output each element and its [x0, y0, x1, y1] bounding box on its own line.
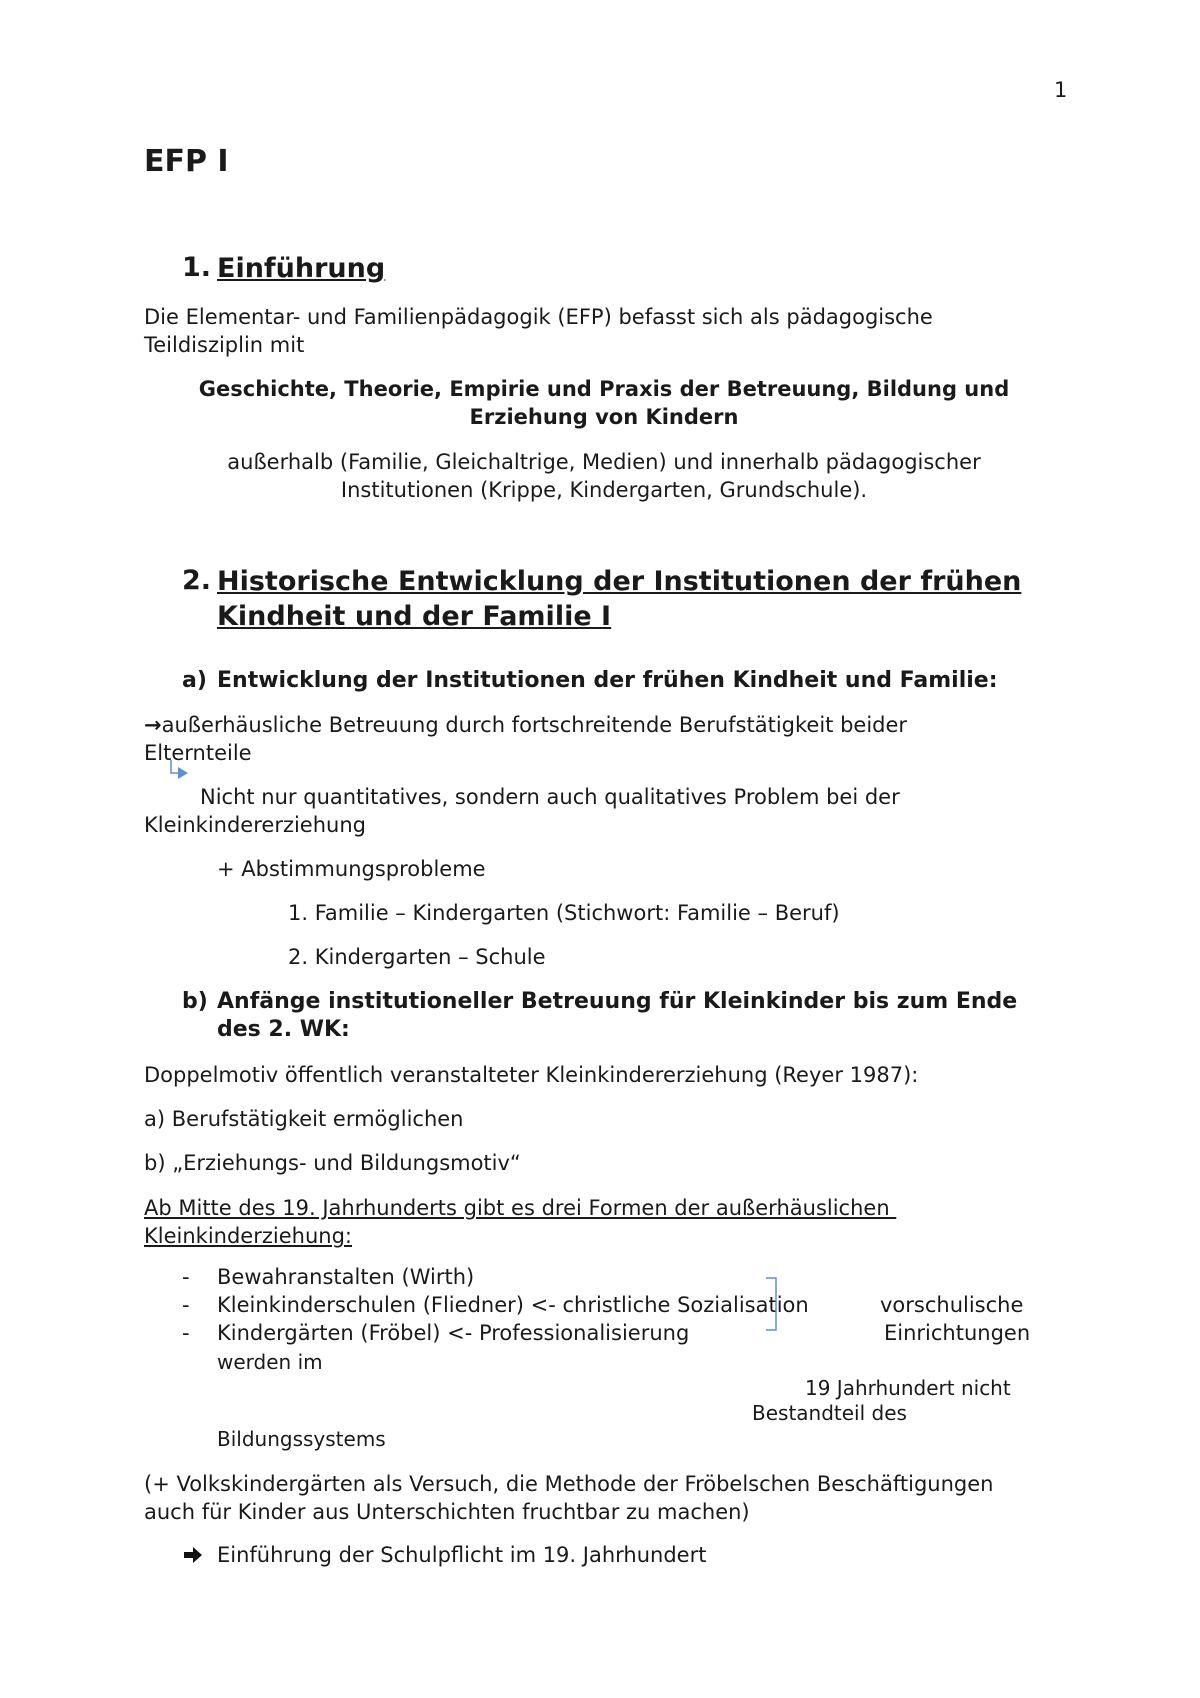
section-1-heading: Einführung	[217, 253, 386, 284]
motive-a: a) Berufstätigkeit ermöglichen	[144, 1107, 464, 1131]
subsection-a-heading: Entwicklung der Institutionen der frühen Kindheit und Familie:	[217, 668, 998, 693]
conclusion-line: Einführung der Schulpflicht im 19. Jahrhundert	[217, 1543, 707, 1567]
bildungssystems: Bildungssystems	[217, 1427, 386, 1451]
werden-im: werden im	[217, 1350, 323, 1374]
bold-right-arrow-icon	[182, 1545, 204, 1565]
list-item: 2. Kindergarten – Schule	[288, 945, 546, 969]
side-note-einrichtungen: Einrichtungen	[884, 1321, 1031, 1345]
bestandteil-des: Bestandteil des	[752, 1401, 907, 1425]
section-1-intro-line-1: Die Elementar- und Familienpädagogik (EFP) befasst sich als pädagogische	[144, 305, 933, 329]
section-1-center-line-2: Institutionen (Krippe, Kindergarten, Grundschule).	[340, 478, 868, 502]
bullet-item: Bewahranstalten (Wirth)	[217, 1265, 475, 1289]
jahrhundert-nicht: 19 Jahrhundert nicht	[805, 1376, 1011, 1400]
doppelmotiv-paragraph: Doppelmotiv öffentlich veranstalteter Kleinkindererziehung (Reyer 1987):	[144, 1063, 919, 1087]
section-1-number: 1.	[182, 252, 212, 283]
section-1-intro-line-2: Teildisziplin mit	[144, 333, 305, 357]
problem-line-1: Nicht nur quantitatives, sondern auch qualitatives Problem bei der	[200, 785, 900, 809]
volkskindergarten-line-2: auch für Kinder aus Unterschichten fruchtbar zu machen)	[144, 1500, 750, 1524]
underlined-paragraph-line-2: Kleinkinderziehung:	[144, 1224, 352, 1248]
subsection-b-heading-line-2: des 2. WK:	[217, 1017, 350, 1042]
arrow-paragraph-line-2: Elternteile	[144, 741, 252, 765]
page-number: 1	[1054, 78, 1068, 102]
motive-b: b) „Erziehungs- und Bildungsmotiv“	[144, 1151, 521, 1175]
arrow-paragraph-line-1	[144, 711, 907, 739]
arrow-paragraph-text: außerhäusliche Betreuung durch fortschreitende Berufstätigkeit beider	[161, 713, 908, 737]
side-note-vorschulische: vorschulische	[880, 1293, 1024, 1317]
list-item: 1. Familie – Kindergarten (Stichwort: Familie – Beruf)	[288, 901, 840, 925]
section-1-bold-line-2: Erziehung von Kindern	[469, 405, 739, 429]
section-2-heading-line-1: Historische Entwicklung der Institutionen der frühen	[217, 566, 1022, 597]
blue-hook-arrow-icon	[168, 758, 194, 782]
right-arrow-icon: →	[144, 713, 162, 737]
subsection-b-label: b)	[182, 989, 208, 1014]
section-1-center-line-1: außerhalb (Familie, Gleichaltrige, Medien) und innerhalb pädagogischer	[227, 450, 981, 474]
section-1-bold-line-1: Geschichte, Theorie, Empirie und Praxis der Betreuung, Bildung und	[198, 377, 1010, 401]
bullet-item: Kleinkinderschulen (Fliedner) <- christliche Sozialisation	[217, 1293, 809, 1317]
section-2-heading-line-2: Kindheit und der Familie I	[217, 601, 612, 632]
abstimmungsprobleme: + Abstimmungsprobleme	[217, 857, 486, 881]
section-2-number: 2.	[182, 565, 212, 596]
bullet-dash: -	[182, 1265, 190, 1289]
subsection-b-heading-line-1: Anfänge institutioneller Betreuung für Kleinkinder bis zum Ende	[217, 989, 1018, 1014]
volkskindergarten-line-1: (+ Volkskindergärten als Versuch, die Methode der Fröbelschen Beschäftigungen	[144, 1472, 994, 1496]
blue-bracket-icon	[764, 1276, 784, 1332]
underlined-paragraph-line-1: Ab Mitte des 19. Jahrhunderts gibt es drei Formen der außerhäuslichen	[144, 1196, 897, 1220]
bullet-item: Kindergärten (Fröbel) <- Professionalisierung	[217, 1321, 690, 1345]
bullet-dash: -	[182, 1293, 190, 1317]
subsection-a-label: a)	[182, 668, 207, 693]
document-title: EFP I	[144, 144, 229, 179]
bullet-dash: -	[182, 1321, 190, 1345]
problem-line-2: Kleinkindererziehung	[144, 813, 366, 837]
